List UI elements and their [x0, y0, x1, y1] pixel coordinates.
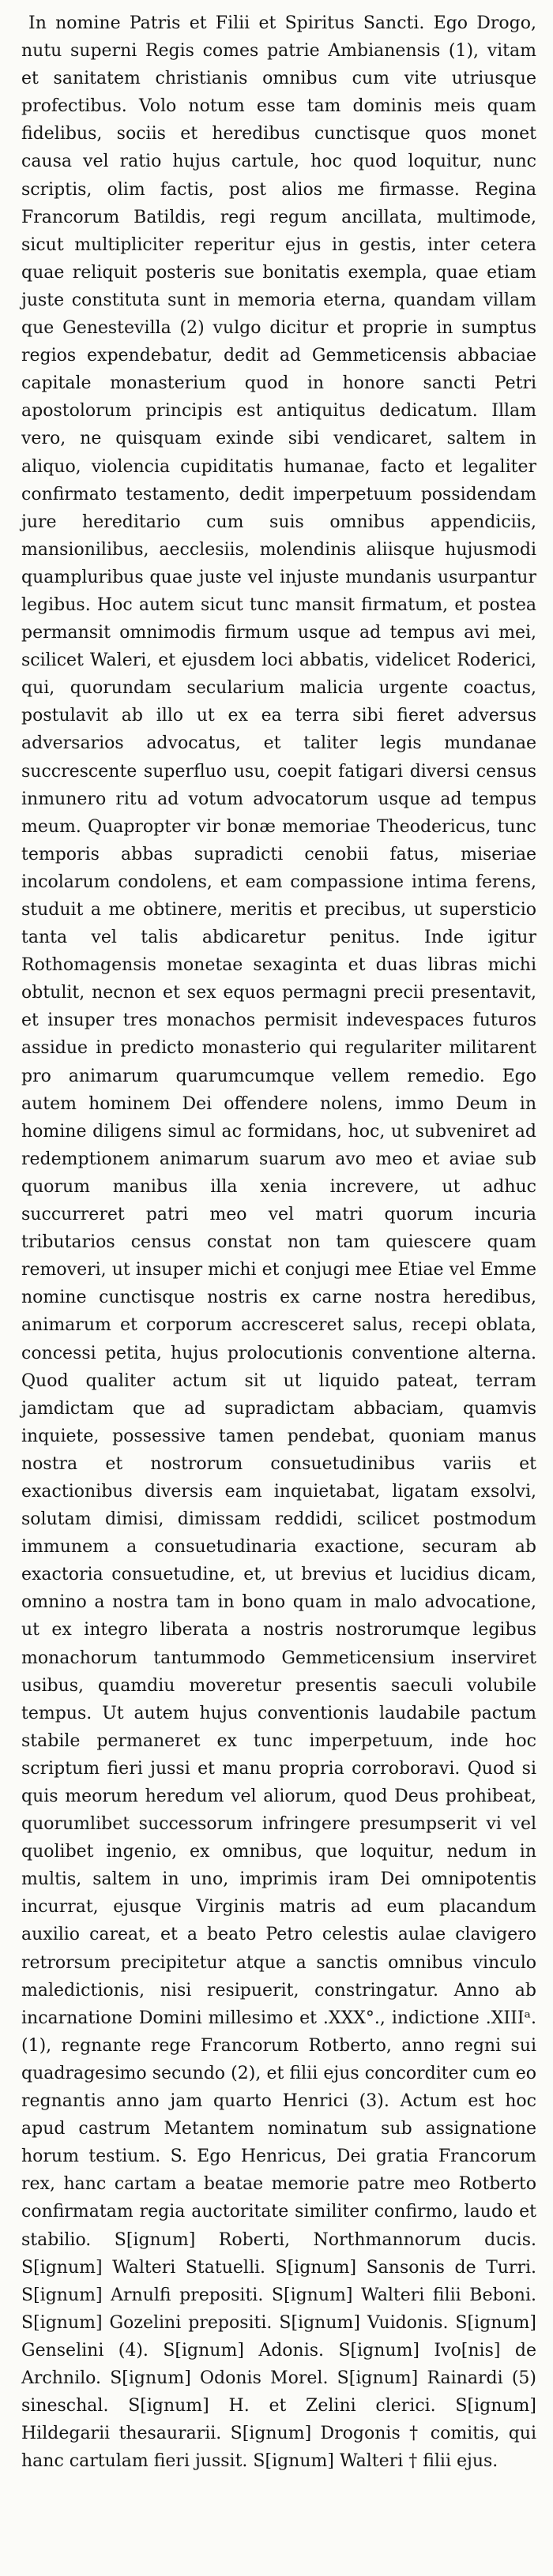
charter-body-text: In nomine Patris et Filii et Spiritus Sancti. Ego Drogo, nutu superni Regis comes patrie Ambianensis (1), vitam et sanitatem christianis omnibus cum vite utriusque profectibus. Volo notum esse tam dominis meis quam fidelibus, sociis et heredibus cunctisque quos monet causa vel ratio hujus cartule, hoc quod loquitur, nunc scriptis, olim factis, post alios me firmasse. Regina Francorum Batildis, regi regum ancillata, multimode, sicut multipliciter reperitur ejus in gestis, inter cetera quae reliquit posteris sue bonitatis exempla, quae etiam juste constituta sunt in memoria eterna, quandam villam que Genestevilla (2) vulgo dicitur et proprie in sumptus regios expendebatur, dedit ad Gemmeticensis abbaciae capitale monasterium quod in honore sancti Petri apostolorum principis est antiquitus dedicatum. Illam vero, ne quisquam exinde sibi vendicaret, saltem in aliquo, violencia cupiditatis humanae, facto et legaliter confirmato testamento, dedit imperpetuum possidendam jure hereditario cum suis omnibus appendiciis, mansionilibus, aecclesiis, molendinis aliisque hujusmodi quampluribus quae juste vel injuste mundanis usurpantur legibus. Hoc autem sicut tunc mansit firmatum, et postea permansit omnimodis firmum usque ad tempus avi mei, scilicet Waleri, et ejusdem loci abbatis, videlicet Roderici, qui, quorundam secularium malicia urgente coactus, postulavit ab illo ut ex ea terra sibi fieret adversus adversarios advocatus, et taliter legis mundanae succrescente superfluo usu, coepit fatigari diversi census inmunero ritu ad votum advocatorum usque ad tempus meum. Quapropter vir bonæ memoriae Theodericus, tunc temporis abbas supradicti cenobii fatus, miseriae incolarum condolens, et eam compassione intima ferens, studuit a me obtinere, meritis et precibus, ut supersticio tanta vel talis abdicaretur penitus. Inde igitur Rothomagensis monetae sexaginta et duas libras michi obtulit, necnon et sex equos permagni precii presentavit, et insuper tres monachos permisit indevespaces futuros assidue in predicto monasterio qui regulariter militarent pro animarum quarumcumque vellem remedio. Ego autem hominem Dei offendere nolens, immo Deum in homine diligens simul ac formidans, hoc, ut subveniret ad redemptionem animarum suarum avo meo et aviae sub quorum manibus illa xenia increvere, ut adhuc succurreret patri meo vel matri quorum incuria tributarios census constat non tam quiescere quam removeri, ut insuper michi et conjugi mee Etiae vel Emme nomine cunctisque nostris ex carne nostra heredibus, animarum et corporum accresceret salus, recepi oblata, concessi petita, hujus prolocutionis conventione alterna. Quod qualiter actum sit ut liquido pateat, terram jamdictam que ad supradictam abbaciam, quamvis inquiete, possessive tamen pendebat, quoniam manus nostra et nostrorum consuetudinibus variis et exactionibus diversis eam inquietabat, ligatam exsolvi, solutam dimisi, dimissam reddidi, scilicet postmodum immunem a consuetudinaria exactione, securam ab exactoria consuetudine, et, ut brevius et lucidius dicam, omnino a nostra tam in bono quam in malo advocatione, ut ex integro liberata a nostris nostrorumque legibus monachorum tantummodo Gemmeticensium inserviret usibus, quamdiu moveretur presentis saeculi volubile tempus. Ut autem hujus conventionis laudabile pactum stabile permaneret ex tunc imperpetuum, inde hoc scriptum fieri jussi et manu propria corroboravi. Quod si quis meorum heredum vel aliorum, quod Deus prohibeat, quorumlibet successorum infringere presumpserit vi vel quolibet ingenio, ex omnibus, que loquitur, nedum in multis, saltem in uno, imprimis iram Dei omnipotentis incurrat, ejusque Virginis matris ad eum placandum auxilio careat, et a beato Petro celestis aulae clavigero retrorsum precipitetur atque a sanctis omnibus vinculo maledictionis, nisi resipuerit, constringatur. Anno ab incarnatione Domini millesimo et .XXX°., indictione .XIIIᵃ. (1), regnante rege Francorum Rotberto, anno regni sui quadragesimo secundo (2), et filii ejus concorditer cum eo regnantis anno jam quarto Henrici (3). Actum est hoc apud castrum Metantem nominatum sub assignatione horum testium. S. Ego Henricus, Dei gratia Francorum rex, hanc cartam a beatae memorie patre meo Rotberto confirmatam regia auctoritate similiter confirmo, laudo et stabilio. S[ignum] Roberti, Northmannorum ducis. S[ignum] Walteri Statuelli. S[ignum] Sansonis de Turri. S[ignum] Arnulfi prepositi. S[ignum] Walteri filii Beboni. S[ignum] Gozelini prepositi. S[ignum] Vuidonis. S[ignum] Genselini (4). S[ignum] Adonis. S[ignum] Ivo[nis] de Archnilo. S[ignum] Odonis Morel. S[ignum] Rainardi (5) sineschal. S[ignum] H. et Zelini clerici. S[ignum] Hildegarii thesaurarii. S[ignum] Drogonis † comitis, qui hanc cartulam fieri jussit. S[ignum] Walteri † filii ejus. [21, 13, 536, 2472]
